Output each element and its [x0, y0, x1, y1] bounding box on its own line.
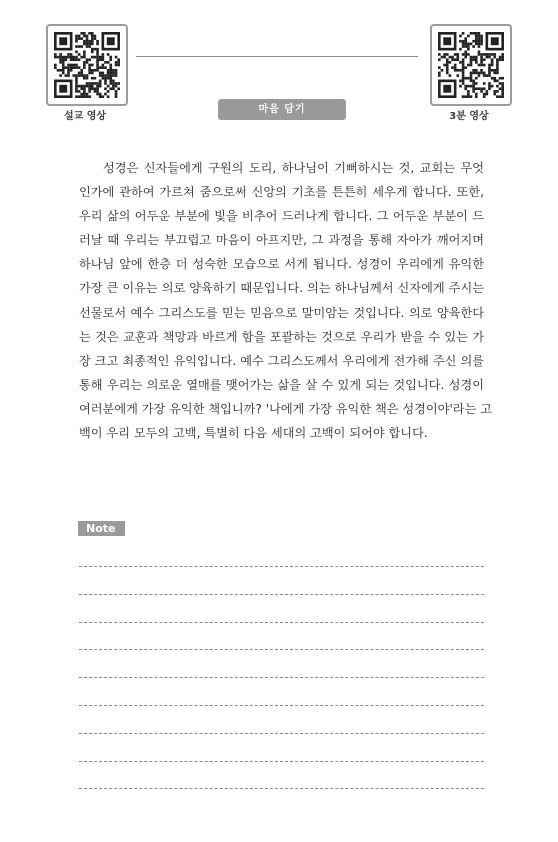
body-paragraph: [79, 156, 493, 445]
section-title-badge: 마음 담기: [218, 99, 346, 120]
body-line: 백이 우리 모두의 고백, 특별히 다음 세대의 고백이 되어야 합니다.: [79, 426, 428, 441]
body-line: 선물로서 예수 그리스도를 믿는 믿음으로 말미암는 것입니다. 의로 양육한다: [79, 305, 484, 320]
note-line: [79, 788, 484, 789]
note-line: [79, 594, 484, 595]
body-line: 러날 때 우리는 부끄럽고 마음이 아프지만, 그 과정을 통해 자아가 깨어지며: [79, 233, 484, 248]
qr-code-icon: [438, 32, 504, 98]
note-line: [79, 566, 484, 567]
body-line: 는 것은 교훈과 책망과 바르게 함을 포괄하는 것으로 우리가 받을 수 있는 가: [79, 329, 484, 344]
sermon-video-label: 설교 영상: [63, 111, 107, 122]
three-minute-video-label: 3분 영상: [449, 111, 489, 122]
note-line: [79, 677, 484, 678]
note-line: [79, 705, 484, 706]
body-line: 성경은 신자들에게 구원의 도리, 하나님이 기뻐하시는 것, 교회는 무엇: [103, 161, 484, 175]
body-line: 우리 삶의 어두운 부분에 빛을 비추어 드러나게 합니다. 그 어두운 부분이 드: [79, 209, 484, 224]
three-minute-video-qr-code[interactable]: [430, 24, 512, 106]
body-line: 통해 우리는 의로운 열매를 맺어가는 삶을 살 수 있게 되는 것입니다. 성경이: [79, 377, 484, 392]
body-line: 가장 큰 이유는 의로 양육하기 때문입니다. 의는 하나님께서 신자에게 주시는: [79, 281, 484, 296]
body-line: 하나님 앞에 한층 더 성숙한 모습으로 서게 됩니다. 성경이 우리에게 유익한: [79, 257, 484, 272]
note-line: [79, 622, 484, 623]
body-line: 장 크고 최종적인 유익입니다. 예수 그리스도께서 우리에게 전가해 주신 의를: [79, 353, 484, 368]
qr-code-icon: [54, 32, 120, 98]
note-line: [79, 761, 484, 762]
body-line: 인가에 관하여 가르쳐 줌으로써 신앙의 기초를 튼튼히 세우게 합니다. 또한,: [79, 185, 484, 200]
note-line: [79, 733, 484, 734]
sermon-video-qr-code[interactable]: [46, 24, 128, 106]
header-divider: [136, 56, 418, 57]
body-line: 여러분에게 가장 유익한 책입니까? '나에게 가장 유익한 책은 성경이야'라는 고: [79, 401, 493, 416]
note-badge: Note: [78, 521, 125, 536]
note-writing-area[interactable]: [79, 566, 484, 816]
note-line: [79, 649, 484, 650]
